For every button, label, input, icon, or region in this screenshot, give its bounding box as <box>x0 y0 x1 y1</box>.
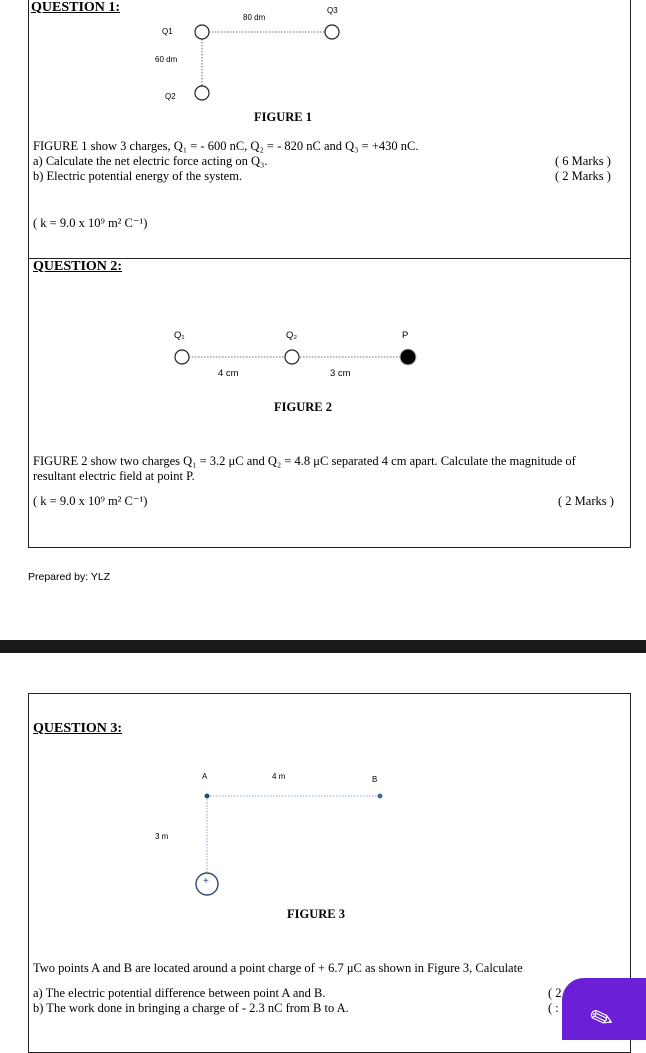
figure-2-diagram <box>0 330 646 390</box>
charge-q1-circle <box>175 350 189 364</box>
q1-marks-a: ( 6 Marks ) <box>555 154 611 168</box>
point-p-dot <box>400 349 416 365</box>
q2-constant: ( k = 9.0 x 10⁹ m² C⁻¹) <box>33 494 148 508</box>
charge-q2-circle <box>195 86 209 100</box>
label-3cm: 3 cm <box>330 368 351 379</box>
q2-text-line2: resultant electric field at point P. <box>33 469 195 483</box>
label-3m: 3 m <box>155 832 169 841</box>
figure-3-caption: FIGURE 3 <box>287 907 345 921</box>
label-q1: Q1 <box>162 27 173 36</box>
label-60dm: 60 dm <box>155 55 178 64</box>
charge-q3-circle <box>325 25 339 39</box>
q1-intro: FIGURE 1 show 3 charges, Q₁ = - 600 nC, Q₂ = - 820 nC and Q₃ = +430 nC. <box>33 139 419 153</box>
label-a: A <box>202 772 208 781</box>
point-a-dot <box>205 794 210 799</box>
label-q1: Q₁ <box>174 330 185 341</box>
question-2-title: QUESTION 2: <box>33 259 123 274</box>
q2-marks: ( 2 Marks ) <box>558 494 614 508</box>
q3-part-a: a) The electric potential difference between point A and B. <box>33 986 326 1000</box>
charge-q2-circle <box>285 350 299 364</box>
figure-1-diagram <box>0 0 646 110</box>
question-1-title: QUESTION 1: <box>31 0 121 15</box>
label-80dm: 80 dm <box>243 13 266 22</box>
label-p: P <box>402 330 409 341</box>
label-b: B <box>372 775 378 784</box>
figure-3-diagram <box>0 780 646 900</box>
point-b-dot <box>378 794 383 799</box>
q3-marks-a: ( 2 <box>548 986 562 1000</box>
q1-marks-b: ( 2 Marks ) <box>555 169 611 183</box>
q3-marks-b: ( : <box>548 1001 559 1015</box>
q1-constant: ( k = 9.0 x 10⁹ m² C⁻¹) <box>33 216 148 230</box>
charge-sign: + <box>203 876 209 887</box>
label-q2: Q2 <box>165 92 176 101</box>
q1-part-b: b) Electric potential energy of the system. <box>33 169 243 183</box>
question-3-title: QUESTION 3: <box>33 721 123 736</box>
label-4cm: 4 cm <box>218 368 239 379</box>
page-separator <box>0 640 646 653</box>
edit-fab-button[interactable] <box>562 978 646 1040</box>
q3-intro: Two points A and B are located around a point charge of + 6.7 μC as shown in Figure 3, Calculate <box>33 961 523 975</box>
label-4m: 4 m <box>272 772 286 781</box>
label-q2: Q₂ <box>286 330 298 341</box>
q3-part-b: b) The work done in bringing a charge of - 2.3 nC from B to A. <box>33 1001 349 1015</box>
figure-1-caption: FIGURE 1 <box>254 110 312 124</box>
edit-icon: ✎ <box>585 998 619 1039</box>
prepared-by: Prepared by: YLZ <box>28 571 111 583</box>
figure-2-caption: FIGURE 2 <box>274 400 332 414</box>
q1-part-a: a) Calculate the net electric force acting on Q₃. <box>33 154 268 168</box>
charge-q1-circle <box>195 25 209 39</box>
label-q3: Q3 <box>327 6 338 15</box>
q2-text-line1: FIGURE 2 show two charges Q₁ = 3.2 μC and Q₂ = 4.8 μC separated 4 cm apart. Calculate the magnitude of <box>33 454 576 468</box>
